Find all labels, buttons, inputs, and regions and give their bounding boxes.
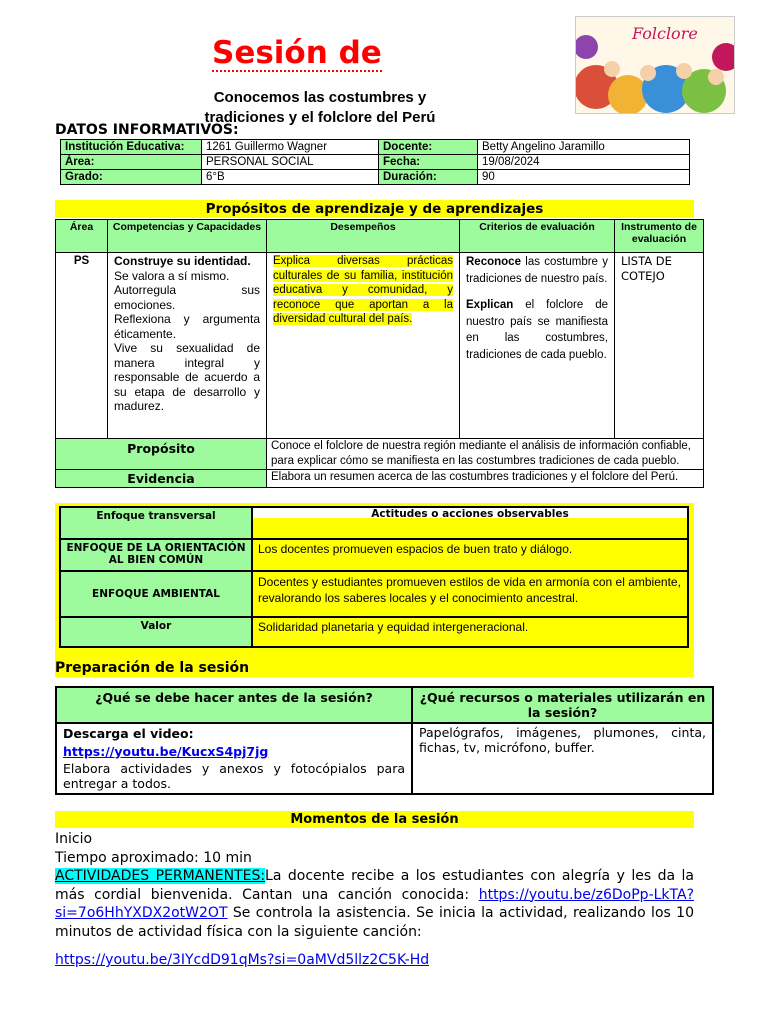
- area-cell: PS: [56, 253, 108, 439]
- datos-heading: DATOS INFORMATIVOS:: [55, 122, 239, 138]
- datos-key: Docente:: [379, 140, 478, 155]
- column-header: Desempeños: [267, 220, 460, 253]
- video-link[interactable]: https://youtu.be/KucxS4pj7jg: [63, 744, 269, 759]
- datos-value: 6°B: [202, 170, 379, 185]
- preparacion-table: [55, 686, 714, 795]
- session-subtitle: Conocemos las costumbres y tradiciones y el folclore del Perú: [204, 89, 436, 126]
- datos-value: 90: [478, 170, 690, 185]
- proposito-text: Conoce el folclore de nuestra región mediante el análisis de información confiable, para explicar cómo se manifiesta en las costumbres tradiciones de cada pueblo.: [267, 439, 704, 470]
- table-row: [60, 539, 688, 571]
- actividades-text-2: Se controla la asistencia. Se inicia la actividad, realizando los 10 minutos de actividad física con la siguiente canción:: [55, 905, 694, 940]
- competencias-cell: [108, 253, 267, 439]
- proposito-label: Propósito: [56, 439, 267, 470]
- preparacion-heading: Preparación de la sesión: [55, 660, 250, 676]
- table-row: [60, 571, 688, 617]
- capacidad-item: Se valora a sí mismo.: [114, 268, 230, 283]
- table-header-row: [56, 687, 713, 723]
- evidencia-label: Evidencia: [56, 470, 267, 488]
- momentos-body: [55, 830, 694, 970]
- activity-song-link[interactable]: https://youtu.be/3IYcdD91qMs?si=0aMVd5llz2C5K-Hd: [55, 952, 430, 968]
- capacidad-item: Reflexiona y argumenta éticamente.: [114, 312, 260, 341]
- column-header: ¿Qué recursos o materiales utilizarán en la sesión?: [412, 687, 713, 723]
- actividades-text: La docente recibe a los estudiantes con alegría y les da la más cordial bienvenida. Cantan una canción conocida:: [55, 868, 694, 903]
- enfoque-name: ENFOQUE AMBIENTAL: [60, 571, 252, 617]
- momentos-heading: Momentos de la sesión: [55, 811, 694, 828]
- column-header: Criterios de evaluación: [460, 220, 615, 253]
- propositos-table: [55, 219, 704, 488]
- banner-title: Folclore: [632, 24, 698, 43]
- table-row: [60, 617, 688, 647]
- table-row: [61, 170, 690, 185]
- song-link[interactable]: https://youtu.be/z6DoPp-LkTA?si=7o6HhYXDX2otW2OT: [55, 886, 695, 921]
- table-header-row: [56, 220, 704, 253]
- datos-key: Institución Educativa:: [61, 140, 202, 155]
- datos-key: Área:: [61, 155, 202, 170]
- tiempo-label: Tiempo aproximado: 10 min: [55, 849, 252, 866]
- datos-key: Duración:: [379, 170, 478, 185]
- criterios-cell: [460, 253, 615, 439]
- column-header: Área: [56, 220, 108, 253]
- table-row: [61, 140, 690, 155]
- capacidad-item: Autorregula sus emociones.: [114, 283, 260, 312]
- enfoque-text: Solidaridad planetaria y equidad intergeneracional.: [252, 617, 688, 647]
- datos-value: Betty Angelino Jaramillo: [478, 140, 690, 155]
- enfoque-name: Valor: [60, 617, 252, 647]
- criterio-text: el folclore de nuestro país se manifiesta en las costumbres, tradiciones de cada pueblo.: [466, 299, 608, 361]
- table-header-row: [60, 507, 688, 539]
- actividades-label: ACTIVIDADES PERMANENTES:: [55, 868, 266, 884]
- table-row: [56, 253, 704, 439]
- datos-key: Fecha:: [379, 155, 478, 170]
- inicio-label: Inicio: [55, 831, 93, 847]
- criterio-verb: Reconoce: [466, 256, 521, 268]
- capacidad-item: Vive su sexualidad de manera integral y responsable de acuerdo a su etapa de desarrollo y madurez.: [114, 341, 260, 413]
- descarga-label: Descarga el video:: [63, 726, 194, 741]
- datos-value: 19/08/2024: [478, 155, 690, 170]
- enfoque-text: Los docentes promueven espacios de buen trato y diálogo.: [252, 539, 688, 571]
- enfoque-text: Docentes y estudiantes promueven estilos de vida en armonía con el ambiente, revalorando los saberes locales y el conocimiento ancestral.: [252, 571, 688, 617]
- criterio-verb: Explican: [466, 299, 514, 311]
- instrumento-cell: LISTA DE COTEJO: [615, 253, 704, 439]
- recursos-text: Papelógrafos, imágenes, plumones, cinta, fichas, tv, micrófono, buffer.: [412, 723, 713, 794]
- competencia-title: Construye su identidad.: [114, 254, 251, 268]
- column-header: Competencias y Capacidades: [108, 220, 267, 253]
- evidencia-text: Elabora un resumen acerca de las costumbres tradiciones y el folclore del Perú.: [267, 470, 704, 488]
- desempeno-cell: [267, 253, 460, 439]
- criterio-text: las costumbre y tradiciones de nuestro país.: [466, 256, 608, 285]
- datos-table: [60, 139, 690, 185]
- table-row: [56, 439, 704, 470]
- propositos-heading: Propósitos de aprendizaje y de aprendizajes: [55, 200, 694, 218]
- enfoque-name: ENFOQUE DE LA ORIENTACIÓN AL BIEN COMÚN: [60, 539, 252, 571]
- folclore-banner-image: [575, 16, 735, 114]
- table-row: [56, 723, 713, 794]
- column-header: Actitudes o acciones observables: [252, 507, 688, 539]
- table-row: [56, 470, 704, 488]
- page-title: Sesión de: [212, 35, 382, 71]
- column-header: Instrumento de evaluación: [615, 220, 704, 253]
- antes-cell: [56, 723, 412, 794]
- column-header: Enfoque transversal: [60, 507, 252, 539]
- datos-value: 1261 Guillermo Wagner: [202, 140, 379, 155]
- datos-value: PERSONAL SOCIAL: [202, 155, 379, 170]
- enfoques-table: [59, 506, 689, 648]
- datos-key: Grado:: [61, 170, 202, 185]
- column-header: ¿Qué se debe hacer antes de la sesión?: [56, 687, 412, 723]
- elabora-text: Elabora actividades y anexos y fotocópialos para entregar a todos.: [63, 761, 405, 791]
- desempeno-text: Explica diversas prácticas culturales de su familia, institución educativa y comunidad, y reconoce que aportan a la diversidad cultural del país.: [273, 255, 453, 325]
- table-row: [61, 155, 690, 170]
